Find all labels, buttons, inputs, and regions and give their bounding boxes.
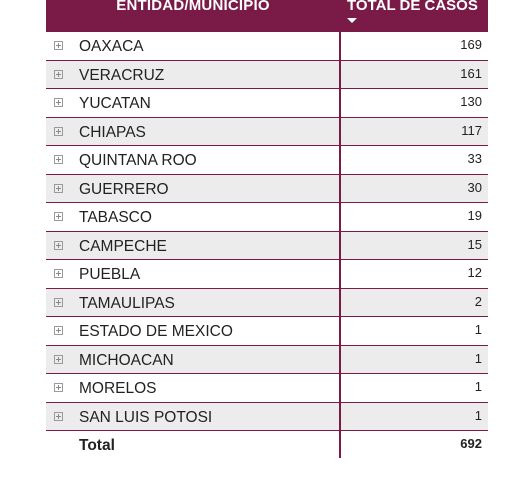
column-header-entidad[interactable]: ENTIDAD/MUNICIPIO [116, 0, 270, 14]
row-case-total: 161 [460, 65, 482, 81]
row-case-total: 1 [474, 322, 482, 337]
row-entity-name: CHIAPAS [79, 123, 146, 141]
row-case-total: 12 [467, 265, 482, 280]
table-row[interactable] [46, 89, 488, 118]
row-entity-name: CAMPECHE [79, 237, 167, 255]
row-case-total: 19 [467, 208, 482, 223]
row-entity-name: TAMAULIPAS [79, 294, 175, 312]
expand-plus-icon[interactable] [54, 98, 63, 107]
row-case-total: 33 [467, 151, 482, 166]
table-header [46, 0, 488, 32]
total-value: 692 [460, 436, 482, 451]
expand-plus-icon[interactable] [54, 155, 63, 164]
table-row[interactable] [46, 374, 488, 403]
row-case-total: 169 [460, 37, 482, 52]
expand-plus-icon[interactable] [54, 326, 63, 335]
sort-descending-icon[interactable] [347, 18, 357, 23]
table-row[interactable] [46, 203, 488, 232]
table-row[interactable] [46, 289, 488, 318]
row-entity-name: YUCATAN [79, 95, 151, 112]
row-entity-name: ESTADO DE MEXICO [79, 323, 233, 340]
table-row[interactable] [46, 317, 488, 346]
table-row[interactable] [46, 346, 488, 375]
table-row[interactable] [46, 32, 488, 61]
expand-plus-icon[interactable] [54, 412, 63, 421]
row-entity-name: GUERRERO [79, 180, 169, 198]
table-body [46, 32, 488, 431]
expand-plus-icon[interactable] [54, 41, 63, 50]
row-case-total: 30 [467, 179, 482, 195]
row-entity-name: OAXACA [79, 38, 144, 55]
table-row[interactable] [46, 260, 488, 289]
row-entity-name: TABASCO [79, 209, 152, 226]
total-row [46, 431, 488, 459]
expand-plus-icon[interactable] [54, 383, 63, 392]
expand-plus-icon[interactable] [54, 355, 63, 364]
row-entity-name: MORELOS [79, 380, 157, 397]
row-case-total: 2 [474, 293, 482, 309]
row-case-total: 15 [467, 236, 482, 252]
row-case-total: 117 [461, 122, 482, 138]
row-case-total: 1 [474, 379, 482, 394]
expand-plus-icon[interactable] [54, 212, 63, 221]
expand-plus-icon[interactable] [54, 127, 63, 136]
row-entity-name: PUEBLA [79, 266, 141, 283]
row-entity-name: QUINTANA ROO [79, 152, 197, 169]
table-row[interactable] [46, 61, 488, 90]
table-row[interactable] [46, 403, 488, 432]
total-label: Total [79, 437, 115, 454]
column-header-total[interactable]: TOTAL DE CASOS [347, 0, 478, 14]
table-row[interactable] [46, 175, 488, 204]
expand-plus-icon[interactable] [54, 298, 63, 307]
table-row[interactable] [46, 232, 488, 261]
cases-table [46, 0, 488, 459]
expand-plus-icon[interactable] [54, 184, 63, 193]
row-entity-name: MICHOACAN [79, 351, 174, 369]
row-entity-name: VERACRUZ [79, 66, 165, 84]
row-case-total: 130 [460, 94, 482, 109]
row-entity-name: SAN LUIS POTOSI [79, 408, 213, 426]
expand-plus-icon[interactable] [54, 70, 63, 79]
table-row[interactable] [46, 118, 488, 147]
row-case-total: 1 [474, 350, 482, 366]
column-divider [339, 32, 341, 458]
expand-plus-icon[interactable] [54, 241, 63, 250]
expand-plus-icon[interactable] [54, 269, 63, 278]
row-case-total: 1 [474, 407, 482, 423]
table-row[interactable] [46, 146, 488, 175]
